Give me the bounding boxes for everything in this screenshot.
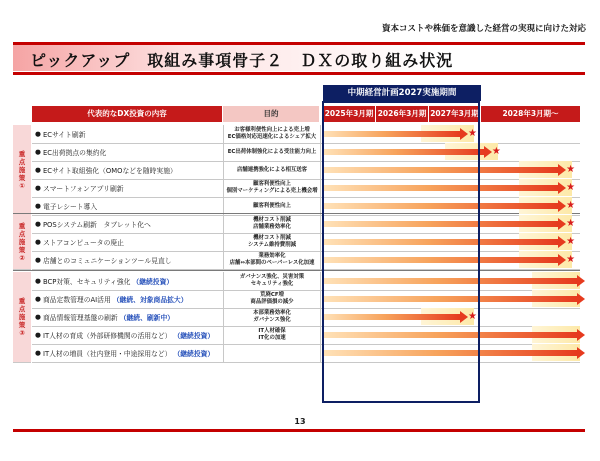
investment-content <box>32 251 222 269</box>
milestone-star-icon: ★ <box>566 182 576 193</box>
purpose-line: お客様利便性向上による売上増 <box>234 127 310 133</box>
bullet-icon: ● <box>35 148 41 156</box>
milestone-star-icon: ★ <box>566 200 576 211</box>
investment-label: EC出荷拠点の集約化 <box>42 149 107 157</box>
group-label-char: 点 <box>18 230 26 238</box>
investment-status-tag: （継続投資） <box>173 332 215 340</box>
milestone-star-icon: ★ <box>491 146 501 157</box>
page-title: ピックアップ 取組み事項骨子２ ＤＸの取り組み状況 <box>30 51 454 70</box>
table-row <box>32 125 580 144</box>
table-row <box>32 308 580 327</box>
investment-content <box>32 161 222 179</box>
investment-label: 商品定数管理のAI活用 <box>42 296 111 304</box>
investment-status-tag: （継続投資） <box>173 350 215 358</box>
timeline-arrow <box>323 257 558 263</box>
purpose-line: 個別マーケティングによる売上機会増 <box>226 188 318 194</box>
investment-status-tag: （継続、刷新中） <box>119 314 175 322</box>
purpose-line: 店舗⇔本部間のペーパーレス化加速 <box>229 260 315 266</box>
header-year-2026: 2026年3月期 <box>376 106 428 122</box>
investment-content <box>32 290 222 308</box>
investment-status-tag: （継続投資） <box>132 278 174 286</box>
investment-content <box>32 179 222 197</box>
investment-status-tag: （継続、対象商品拡大） <box>112 296 188 304</box>
header-purpose: 目的 <box>223 106 319 122</box>
purpose-cell <box>223 125 321 143</box>
purpose-line: 店舗業務効率化 <box>253 224 291 230</box>
milestone-star-icon: ★ <box>566 254 576 265</box>
timeline-arrow <box>323 278 577 284</box>
purpose-line: 荒廃CF増 <box>260 292 284 298</box>
group-label-char: ② <box>19 254 25 262</box>
priority-group-label <box>13 215 31 270</box>
bullet-icon: ● <box>35 313 41 321</box>
group-label-char: 施 <box>18 166 26 174</box>
group-label-char: ① <box>19 182 25 190</box>
timeline-arrow <box>323 239 558 245</box>
purpose-cell <box>223 233 321 251</box>
purpose-line: IT人材確保 <box>258 328 286 334</box>
header-year-2027: 2027年3月期 <box>429 106 480 122</box>
bullet-icon: ● <box>35 295 41 303</box>
purpose-cell <box>223 215 321 233</box>
investment-label: 店舗とのコミュニケーションツール見直し <box>42 257 172 265</box>
purpose-cell <box>223 272 321 290</box>
purpose-line: ガバナンス強化、災害対策 <box>239 274 305 280</box>
investment-content <box>32 326 222 344</box>
milestone-star-icon: ★ <box>468 128 478 139</box>
group-label-char: 点 <box>18 305 26 313</box>
purpose-cell <box>223 308 321 326</box>
priority-group-label <box>13 125 31 216</box>
milestone-star-icon: ★ <box>566 164 576 175</box>
bullet-icon: ● <box>35 238 41 246</box>
purpose-line: システム維持費削減 <box>248 242 296 248</box>
header-year-2028: 2028年3月期～ <box>481 106 580 122</box>
purpose-line: EC出荷体制強化による受注能力向上 <box>227 148 317 155</box>
group-label-char: 重 <box>18 297 26 305</box>
investment-label: BCP対策、セキュリティ強化 <box>42 278 131 286</box>
investment-content <box>32 143 222 161</box>
group-label-char: ③ <box>19 329 25 337</box>
milestone-star-icon: ★ <box>566 218 576 229</box>
purpose-cell <box>223 179 321 197</box>
timeline-arrow <box>323 185 558 191</box>
bullet-icon: ● <box>35 166 41 174</box>
group-label-char: 策 <box>18 174 26 182</box>
purpose-line: 顧客利便性向上 <box>253 181 291 187</box>
purpose-line: 本部業務効率化 <box>253 310 291 316</box>
purpose-line: 店舗連携強化による相互送客 <box>236 166 308 173</box>
investment-label: 電子レシート導入 <box>42 203 98 211</box>
bullet-icon: ● <box>35 256 41 264</box>
purpose-line: 顧客利便性向上 <box>253 202 291 209</box>
investment-content <box>32 272 222 290</box>
purpose-line: 機材コスト削減 <box>253 235 291 241</box>
bullet-icon: ● <box>35 202 41 210</box>
timeline-arrow <box>323 203 558 209</box>
purpose-cell <box>223 326 321 344</box>
purpose-line: 商品評価損の減少 <box>250 299 294 305</box>
investment-content <box>32 308 222 326</box>
investment-content <box>32 125 222 143</box>
investment-content <box>32 344 222 362</box>
timeline-arrow <box>323 314 460 320</box>
footer-rule <box>13 429 585 432</box>
bullet-icon: ● <box>35 130 41 138</box>
group-label-char: 重 <box>18 222 26 230</box>
group-label-char: 施 <box>18 238 26 246</box>
purpose-cell <box>223 161 321 179</box>
investment-content <box>32 233 222 251</box>
group-label-char: 重 <box>18 150 26 158</box>
investment-label: スマートフォンアプリ刷新 <box>42 185 124 193</box>
milestone-star-icon: ★ <box>468 311 478 322</box>
timeline-arrow <box>323 350 577 356</box>
purpose-line: 業務効率化 <box>258 253 286 259</box>
bullet-icon: ● <box>35 277 41 285</box>
purpose-line: セキュリティ強化 <box>250 281 294 287</box>
purpose-line: 機材コスト削減 <box>253 217 291 223</box>
timeline-arrow <box>323 167 558 173</box>
investment-label: ECサイト取組強化（OMOなどを随時実施） <box>42 167 177 175</box>
milestone-star-icon: ★ <box>566 236 576 247</box>
investment-label: ストアコンピュータの廃止 <box>42 239 124 247</box>
timeline-arrow <box>323 296 577 302</box>
timeline-arrow <box>323 131 460 137</box>
investment-content <box>32 215 222 233</box>
bullet-icon: ● <box>35 184 41 192</box>
timeline-arrow <box>323 332 577 338</box>
purpose-line: IT化の加速 <box>258 335 286 341</box>
header-content: 代表的なDX投資の内容 <box>32 106 222 122</box>
investment-label: IT人材の増員（社内登用・中途採用など） <box>42 350 172 358</box>
group-label-char: 策 <box>18 246 26 254</box>
group-label-char: 施 <box>18 313 26 321</box>
timeline-arrow <box>323 149 484 155</box>
group-label-char: 点 <box>18 158 26 166</box>
header-year-2025: 2025年3月期 <box>323 106 375 122</box>
investment-label: 商品情報管理基盤の刷新 <box>42 314 118 322</box>
timeline-arrow <box>323 221 558 227</box>
priority-group-label <box>13 272 31 363</box>
purpose-line: EC価格対応迅速化によるシェア拡大 <box>227 134 317 140</box>
purpose-line: ガバナンス強化 <box>253 317 291 323</box>
purpose-cell <box>223 290 321 308</box>
investment-label: ECサイト刷新 <box>42 131 86 139</box>
bullet-icon: ● <box>35 349 41 357</box>
purpose-cell <box>223 344 321 362</box>
bullet-icon: ● <box>35 331 41 339</box>
purpose-cell <box>223 143 321 161</box>
group-separator <box>13 270 580 271</box>
page-number: 13 <box>294 417 306 426</box>
investment-label: POSシステム刷新 タブレット化へ <box>42 221 151 229</box>
report-heading: 資本コストや株価を意識した経営の実現に向けた対応 <box>381 24 586 34</box>
purpose-cell <box>223 251 321 269</box>
investment-label: IT人材の育成（外部研修機関の活用など） <box>42 332 172 340</box>
group-label-char: 策 <box>18 321 26 329</box>
plan-period-label: 中期経営計画2027実施期間 <box>323 85 481 101</box>
group-separator <box>13 213 580 214</box>
bullet-icon: ● <box>35 220 41 228</box>
